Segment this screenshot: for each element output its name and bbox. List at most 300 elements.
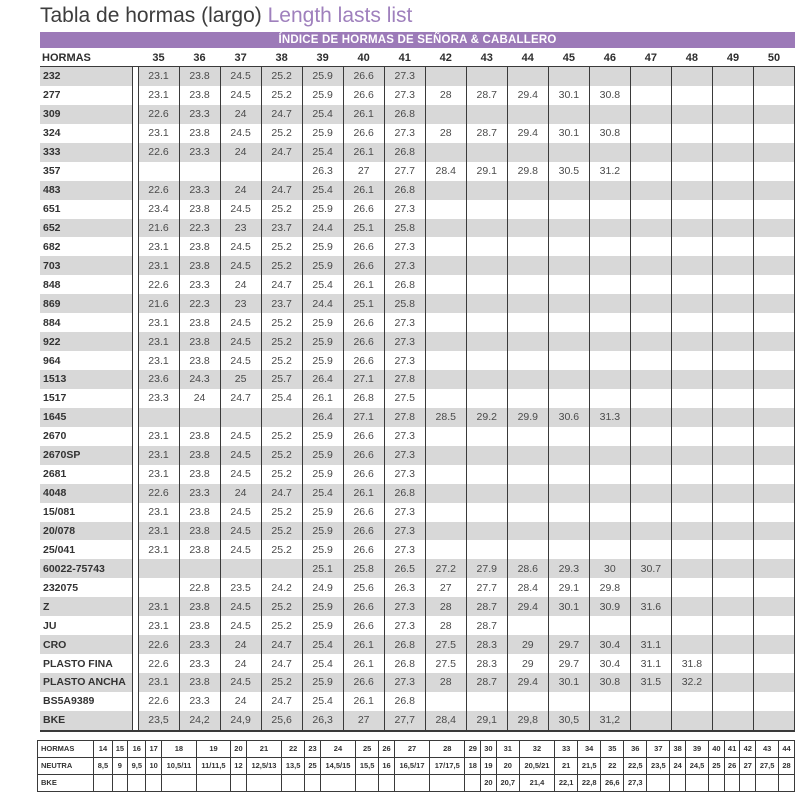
bottom-cell: 29 <box>465 740 481 757</box>
size-cell: 28.7 <box>466 616 507 635</box>
size-cell: 23.7 <box>261 219 302 238</box>
bottom-cell: 28 <box>779 757 795 774</box>
size-cell: 30.4 <box>589 654 630 673</box>
size-cell: 25.1 <box>302 559 343 578</box>
bottom-cell: 31 <box>496 740 519 757</box>
size-cell <box>589 446 630 465</box>
size-cell <box>507 294 548 313</box>
size-cell: 26.1 <box>343 654 384 673</box>
size-cell <box>630 105 671 124</box>
size-cell: 26.8 <box>384 275 425 294</box>
size-cell: 26.6 <box>343 200 384 219</box>
bottom-cell: 22,1 <box>555 774 578 791</box>
size-cell <box>507 200 548 219</box>
bottom-cell: 41 <box>724 740 740 757</box>
size-cell: 24 <box>220 635 261 654</box>
bottom-cell: 39 <box>686 740 709 757</box>
page-title <box>40 4 795 28</box>
size-cell: 27.3 <box>384 67 425 86</box>
size-cell: 25.4 <box>302 635 343 654</box>
size-cell: 24.5 <box>220 597 261 616</box>
size-cell: 27.3 <box>384 351 425 370</box>
size-cell <box>753 465 794 484</box>
size-cell: 30.1 <box>548 673 589 692</box>
bottom-cell: 24 <box>670 757 686 774</box>
size-cell: 26.8 <box>384 484 425 503</box>
size-cell <box>630 294 671 313</box>
size-cell <box>753 237 794 256</box>
size-cell <box>261 408 302 427</box>
size-cell <box>548 540 589 559</box>
main-table-row <box>40 597 795 616</box>
size-cell <box>753 389 794 408</box>
size-cell <box>753 446 794 465</box>
bottom-cell: 20 <box>481 774 497 791</box>
size-cell: 23.1 <box>138 313 179 332</box>
size-cell <box>712 446 753 465</box>
size-cell <box>466 256 507 275</box>
main-header-size-37: 37 <box>234 51 247 64</box>
size-cell: 23.7 <box>261 294 302 313</box>
size-cell <box>671 597 712 616</box>
size-cell: 25.4 <box>302 654 343 673</box>
size-cell: 27.5 <box>425 654 466 673</box>
size-cell <box>630 408 671 427</box>
size-cell <box>753 711 794 731</box>
size-cell: 26.6 <box>343 67 384 86</box>
size-cell <box>630 692 671 711</box>
size-cell: 25.4 <box>302 143 343 162</box>
size-cell: 26.8 <box>384 635 425 654</box>
bottom-cell: 19 <box>481 757 497 774</box>
row-label: 15/081 <box>40 503 132 522</box>
size-cell <box>630 256 671 275</box>
size-cell <box>425 389 466 408</box>
size-cell: 24.7 <box>261 143 302 162</box>
size-cell <box>507 522 548 541</box>
size-cell <box>630 351 671 370</box>
size-cell: 24.7 <box>261 484 302 503</box>
size-cell <box>507 540 548 559</box>
size-cell: 24.3 <box>179 370 220 389</box>
row-label: 682 <box>40 237 132 256</box>
size-cell: 25.9 <box>302 673 343 692</box>
bottom-cell: 17 <box>146 740 162 757</box>
size-cell <box>466 484 507 503</box>
bottom-cell: 33 <box>555 740 578 757</box>
row-label: 483 <box>40 181 132 200</box>
main-table-row <box>40 559 795 578</box>
size-cell <box>548 351 589 370</box>
size-cell: 26.1 <box>343 692 384 711</box>
size-cell: 25.4 <box>302 692 343 711</box>
size-cell: 29,1 <box>466 711 507 731</box>
size-cell: 25.2 <box>261 237 302 256</box>
size-cell: 27.8 <box>384 408 425 427</box>
row-label: 703 <box>40 256 132 275</box>
size-cell <box>466 370 507 389</box>
size-cell <box>507 446 548 465</box>
size-cell: 25.9 <box>302 124 343 143</box>
size-cell: 27.3 <box>384 597 425 616</box>
size-cell: 25.9 <box>302 503 343 522</box>
size-cell: 23.3 <box>179 143 220 162</box>
bottom-table-row <box>38 774 795 791</box>
size-cell <box>753 616 794 635</box>
size-cell <box>630 711 671 731</box>
size-cell: 23.1 <box>138 237 179 256</box>
size-cell <box>425 540 466 559</box>
size-cell <box>548 313 589 332</box>
size-cell <box>589 484 630 503</box>
size-cell: 26,3 <box>302 711 343 731</box>
size-cell: 22.3 <box>179 294 220 313</box>
size-cell: 24.5 <box>220 332 261 351</box>
size-cell <box>548 522 589 541</box>
bottom-cell <box>246 774 281 791</box>
size-cell: 23.8 <box>179 522 220 541</box>
row-label: 333 <box>40 143 132 162</box>
main-table-row <box>40 616 795 635</box>
size-cell: 23.1 <box>138 332 179 351</box>
size-cell: 28 <box>425 597 466 616</box>
size-cell: 28 <box>425 86 466 105</box>
size-cell <box>671 484 712 503</box>
size-cell: 24.5 <box>220 427 261 446</box>
bottom-cell: 27,3 <box>624 774 647 791</box>
main-table-row <box>40 673 795 692</box>
size-cell <box>671 219 712 238</box>
main-table-row <box>40 635 795 654</box>
size-cell: 25.8 <box>384 294 425 313</box>
size-cell: 30.9 <box>589 597 630 616</box>
size-cell: 22.6 <box>138 484 179 503</box>
size-cell: 23.3 <box>179 105 220 124</box>
size-cell <box>671 237 712 256</box>
bottom-cell: 23 <box>305 740 321 757</box>
bottom-cell: 9,5 <box>128 757 146 774</box>
size-cell <box>466 219 507 238</box>
main-table-row <box>40 294 795 313</box>
bottom-cell <box>320 774 355 791</box>
main-header-size-48: 48 <box>685 51 699 64</box>
size-cell: 23.8 <box>179 237 220 256</box>
size-cell: 25.1 <box>343 294 384 313</box>
size-cell <box>753 105 794 124</box>
size-cell <box>548 616 589 635</box>
size-cell: 22.6 <box>138 275 179 294</box>
size-cell <box>466 351 507 370</box>
size-cell <box>712 578 753 597</box>
size-cell <box>466 503 507 522</box>
size-cell <box>671 86 712 105</box>
index-banner: ÍNDICE DE HORMAS DE SEÑORA & CABALLERO <box>40 32 795 48</box>
size-cell <box>671 105 712 124</box>
size-cell <box>753 332 794 351</box>
size-cell: 25.2 <box>261 427 302 446</box>
bottom-cell: 20,5/21 <box>519 757 554 774</box>
size-cell <box>712 256 753 275</box>
main-header-size-40: 40 <box>357 51 370 64</box>
row-label: 2670 <box>40 427 132 446</box>
size-cell: 30.4 <box>589 635 630 654</box>
size-cell: 26.6 <box>343 256 384 275</box>
bottom-cell: 20,7 <box>496 774 519 791</box>
bottom-cell <box>305 774 321 791</box>
size-cell: 27 <box>343 711 384 731</box>
size-cell: 27.3 <box>384 237 425 256</box>
size-cell: 25.2 <box>261 256 302 275</box>
size-cell: 27.8 <box>384 370 425 389</box>
bottom-cell: 18 <box>162 740 197 757</box>
size-cell <box>671 143 712 162</box>
size-cell <box>507 692 548 711</box>
size-cell: 28.7 <box>466 86 507 105</box>
size-cell: 25.9 <box>302 351 343 370</box>
size-cell: 27,7 <box>384 711 425 731</box>
size-cell <box>425 219 466 238</box>
size-cell: 26.1 <box>343 143 384 162</box>
size-cell <box>712 181 753 200</box>
size-cell: 23.3 <box>138 389 179 408</box>
size-cell <box>425 143 466 162</box>
size-cell <box>753 635 794 654</box>
size-cell: 23.1 <box>138 597 179 616</box>
size-cell <box>138 559 179 578</box>
main-table-row <box>40 237 795 256</box>
size-cell <box>548 143 589 162</box>
bottom-cell: 9 <box>112 757 128 774</box>
size-cell: 26.5 <box>384 559 425 578</box>
size-cell: 28 <box>425 124 466 143</box>
row-label: 2681 <box>40 465 132 484</box>
size-cell <box>630 427 671 446</box>
size-cell <box>712 597 753 616</box>
size-cell <box>671 540 712 559</box>
size-cell <box>753 427 794 446</box>
size-cell <box>507 105 548 124</box>
row-label: 884 <box>40 313 132 332</box>
size-cell <box>466 389 507 408</box>
size-cell: 29.7 <box>548 635 589 654</box>
size-cell: 24.5 <box>220 503 261 522</box>
bottom-cell: 16,5/17 <box>394 757 429 774</box>
size-cell: 24.5 <box>220 351 261 370</box>
size-cell <box>712 332 753 351</box>
size-cell <box>507 237 548 256</box>
size-cell <box>712 673 753 692</box>
size-cell: 26.6 <box>343 522 384 541</box>
size-cell <box>712 540 753 559</box>
main-table-row <box>40 200 795 219</box>
bottom-cell: 15,5 <box>356 757 379 774</box>
size-cell <box>753 522 794 541</box>
size-cell: 23.8 <box>179 446 220 465</box>
size-cell <box>507 313 548 332</box>
size-cell <box>630 275 671 294</box>
size-cell <box>671 635 712 654</box>
row-label: 232 <box>40 67 132 86</box>
size-cell: 29.2 <box>466 408 507 427</box>
size-cell <box>466 332 507 351</box>
size-cell: 22.6 <box>138 105 179 124</box>
main-header-size-49: 49 <box>726 51 740 64</box>
size-cell: 26.6 <box>343 124 384 143</box>
bottom-cell: 27 <box>740 757 756 774</box>
size-cell <box>507 465 548 484</box>
bottom-row-label: NEUTRA <box>38 757 94 774</box>
bottom-table-body <box>38 740 795 791</box>
size-cell <box>630 313 671 332</box>
size-cell <box>712 105 753 124</box>
size-cell <box>220 408 261 427</box>
size-cell: 27.3 <box>384 256 425 275</box>
bottom-cell <box>670 774 686 791</box>
size-cell: 23.1 <box>138 446 179 465</box>
size-cell <box>630 389 671 408</box>
size-cell <box>671 616 712 635</box>
bottom-cell <box>128 774 146 791</box>
row-label: 652 <box>40 219 132 238</box>
size-cell <box>548 219 589 238</box>
size-cell: 23.8 <box>179 200 220 219</box>
size-cell <box>466 105 507 124</box>
bottom-row-label: BKE <box>38 774 94 791</box>
bottom-table-row <box>38 757 795 774</box>
size-cell: 21.6 <box>138 219 179 238</box>
size-cell: 24.7 <box>220 389 261 408</box>
size-cell: 23.8 <box>179 86 220 105</box>
size-cell <box>548 389 589 408</box>
size-cell <box>712 294 753 313</box>
main-table-row <box>40 332 795 351</box>
main-table-row <box>40 162 795 181</box>
size-cell: 26.8 <box>384 692 425 711</box>
main-table-row <box>40 389 795 408</box>
size-cell <box>630 86 671 105</box>
row-label: BS5A9389 <box>40 692 132 711</box>
main-table-row <box>40 86 795 105</box>
bottom-cell: 17/17,5 <box>430 757 465 774</box>
size-cell <box>138 408 179 427</box>
size-cell: 27.3 <box>384 540 425 559</box>
size-cell: 30.8 <box>589 86 630 105</box>
size-cell: 24.5 <box>220 237 261 256</box>
size-cell: 25.4 <box>302 105 343 124</box>
main-table-row <box>40 692 795 711</box>
size-cell <box>466 67 507 86</box>
size-cell: 24.5 <box>220 86 261 105</box>
size-cell <box>671 578 712 597</box>
size-cell <box>548 200 589 219</box>
row-label: 20/078 <box>40 522 132 541</box>
size-cell: 23.8 <box>179 332 220 351</box>
bottom-cell: 28 <box>430 740 465 757</box>
size-cell <box>589 105 630 124</box>
size-cell: 30 <box>589 559 630 578</box>
size-cell: 23.1 <box>138 616 179 635</box>
size-cell: 22.6 <box>138 654 179 673</box>
size-cell <box>630 67 671 86</box>
size-cell <box>507 275 548 294</box>
size-cell: 26.6 <box>343 237 384 256</box>
size-cell: 25.9 <box>302 200 343 219</box>
size-cell: 24 <box>220 181 261 200</box>
bottom-cell: 27,5 <box>756 757 779 774</box>
size-cell: 23.4 <box>138 200 179 219</box>
size-cell <box>138 578 179 597</box>
size-cell: 30.7 <box>630 559 671 578</box>
row-label: 1645 <box>40 408 132 427</box>
main-header-size-47: 47 <box>644 51 658 64</box>
bottom-cell: 25 <box>356 740 379 757</box>
size-cell: 30.1 <box>548 124 589 143</box>
size-cell: 23.1 <box>138 124 179 143</box>
size-cell: 25.9 <box>302 313 343 332</box>
size-cell <box>712 124 753 143</box>
size-cell <box>712 162 753 181</box>
main-table-body <box>40 67 795 731</box>
size-cell <box>425 503 466 522</box>
bottom-cell: 21 <box>555 757 578 774</box>
size-cell <box>712 143 753 162</box>
bottom-cell: 8,5 <box>94 757 112 774</box>
size-cell: 27.5 <box>384 389 425 408</box>
size-cell: 23.1 <box>138 256 179 275</box>
size-cell: 24.7 <box>261 635 302 654</box>
size-cell: 26.8 <box>384 181 425 200</box>
main-table-row <box>40 522 795 541</box>
size-cell <box>589 219 630 238</box>
size-cell: 26.4 <box>302 370 343 389</box>
size-cell: 25.2 <box>261 465 302 484</box>
main-header-size-36: 36 <box>193 51 206 64</box>
size-cell <box>630 446 671 465</box>
size-cell: 25.2 <box>261 503 302 522</box>
bottom-cell: 32 <box>519 740 554 757</box>
size-cell: 24.5 <box>220 465 261 484</box>
size-cell <box>753 275 794 294</box>
size-cell: 29 <box>507 635 548 654</box>
bottom-cell: 44 <box>779 740 795 757</box>
size-cell: 25.9 <box>302 256 343 275</box>
size-cell: 27.3 <box>384 522 425 541</box>
bottom-cell: 24,5 <box>686 757 709 774</box>
size-cell <box>671 522 712 541</box>
size-cell <box>671 389 712 408</box>
size-cell <box>589 351 630 370</box>
main-table-row <box>40 370 795 389</box>
bottom-cell: 26 <box>724 757 740 774</box>
size-cell: 25.9 <box>302 67 343 86</box>
size-cell: 27.5 <box>425 635 466 654</box>
size-cell <box>712 86 753 105</box>
main-header-row <box>40 49 795 67</box>
size-cell: 23.3 <box>179 692 220 711</box>
main-table-row <box>40 465 795 484</box>
size-cell <box>261 162 302 181</box>
main-table-row <box>40 654 795 673</box>
size-cell: 25,6 <box>261 711 302 731</box>
size-cell <box>753 540 794 559</box>
size-cell <box>671 294 712 313</box>
size-cell: 29.7 <box>548 654 589 673</box>
size-cell: 32.2 <box>671 673 712 692</box>
size-cell <box>712 616 753 635</box>
size-cell: 30.8 <box>589 124 630 143</box>
size-cell: 27 <box>343 162 384 181</box>
size-cell: 25.2 <box>261 200 302 219</box>
